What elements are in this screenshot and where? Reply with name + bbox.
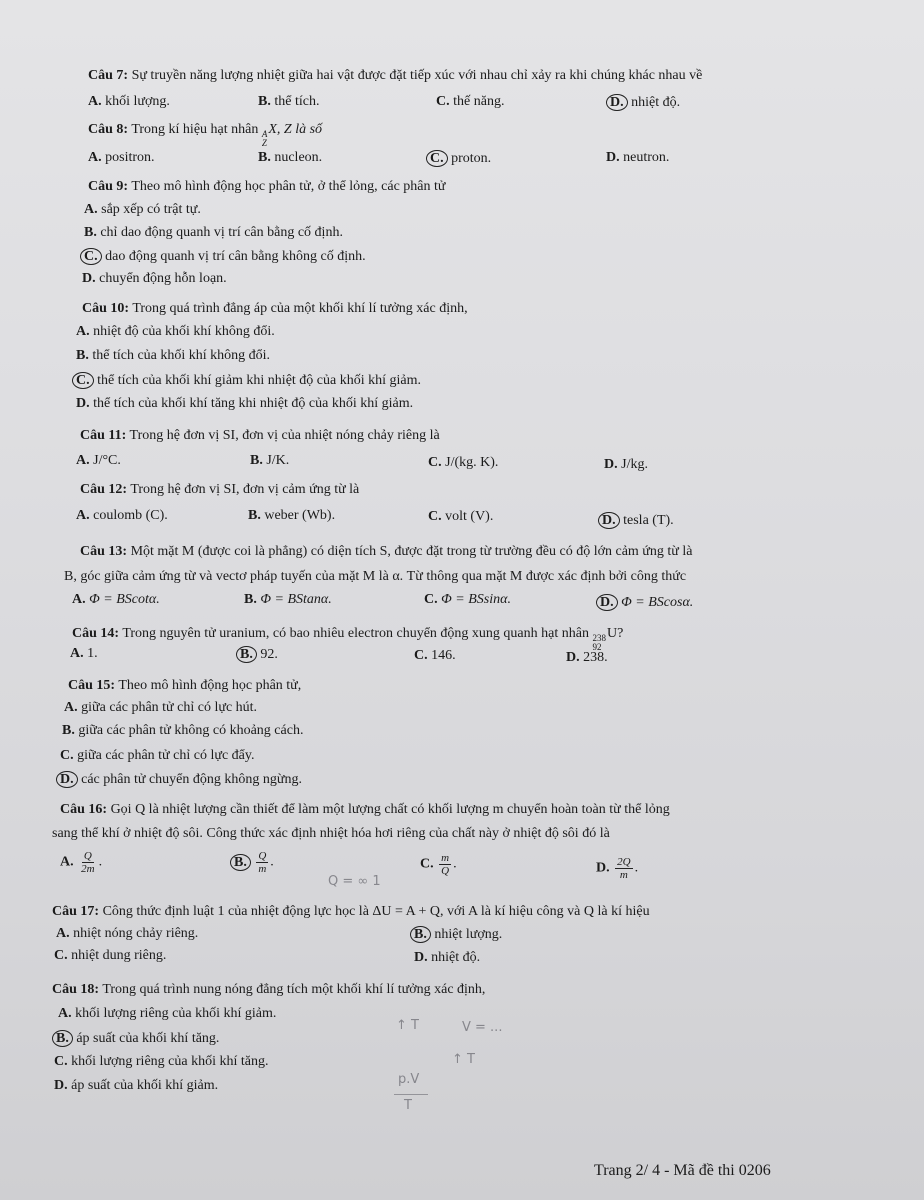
option-text: Φ = BScotα. <box>89 592 160 607</box>
option-text: nhiệt độ. <box>431 950 481 965</box>
option-text: chuyển động hỗn loạn. <box>99 271 227 286</box>
handwritten-fraction-bar <box>394 1094 428 1095</box>
question-label: Câu 17: <box>52 904 100 919</box>
question-text: B, góc giữa cảm ứng từ và vectơ pháp tuyến của mặt M là α. Từ thông qua mặt M được xác định bởi công thức <box>64 569 687 584</box>
q7-option-c[interactable] <box>436 94 504 110</box>
option-text: nhiệt dung riêng. <box>71 948 167 963</box>
circled-answer: C. <box>80 248 102 265</box>
circled-answer: D. <box>56 771 78 788</box>
fraction: $\frac{Q}{m}$ <box>258 850 267 875</box>
q10-option-a[interactable] <box>76 324 275 340</box>
nuclide-letter: U <box>606 626 618 641</box>
handwritten-note: p.V <box>398 1072 420 1087</box>
question-7 <box>88 68 702 84</box>
q11-option-b[interactable] <box>250 453 289 469</box>
option-text: khối lượng. <box>105 94 170 109</box>
question-15 <box>68 678 301 694</box>
option-letter: D. <box>596 860 610 876</box>
option-text: tesla (T). <box>623 513 674 528</box>
fraction: $\frac{Q}{2m}$ <box>81 850 95 875</box>
question-text: Theo mô hình động học phân tử, <box>118 678 302 693</box>
option-text: thế năng. <box>453 94 505 109</box>
option-letter: C. <box>54 1054 68 1069</box>
question-12 <box>80 482 359 498</box>
circled-answer: D. <box>598 512 620 529</box>
q12-option-a[interactable] <box>76 508 168 524</box>
option-text: giữa các phân tử không có khoảng cách. <box>78 723 304 738</box>
q10-option-b[interactable] <box>76 348 270 364</box>
option-letter: C. <box>54 948 68 963</box>
q18-option-d[interactable] <box>54 1078 218 1094</box>
option-letter: D. <box>82 271 96 286</box>
question-text: sang thể khí ở nhiệt độ sôi. Công thức xác định nhiệt hóa hơi riêng của chất này ở nhiệt độ sôi đó là <box>52 826 610 841</box>
option-letter: B. <box>258 150 271 165</box>
q12-option-c[interactable] <box>428 509 493 525</box>
q9-option-a[interactable] <box>84 202 201 218</box>
option-text: proton. <box>451 151 492 166</box>
q18-option-a[interactable] <box>58 1006 276 1022</box>
option-letter: A. <box>56 926 70 941</box>
option-text: volt (V). <box>445 509 494 524</box>
option-letter: A. <box>58 1006 72 1021</box>
circled-answer: D. <box>596 594 618 611</box>
q8-option-b[interactable] <box>258 150 322 166</box>
question-label: Câu 18: <box>52 982 100 997</box>
option-text: áp suất của khối khí giảm. <box>71 1078 219 1093</box>
question-14 <box>72 626 623 652</box>
option-letter: C. <box>424 592 438 607</box>
option-text: nhiệt độ. <box>631 95 681 110</box>
handwritten-note: ↑ T <box>452 1052 475 1067</box>
option-text: áp suất của khối khí tăng. <box>76 1031 220 1046</box>
option-letter: A. <box>76 508 90 523</box>
option-text: các phân tử chuyển động không ngừng. <box>81 772 302 787</box>
option-letter: A. <box>70 646 84 661</box>
q8-option-a[interactable] <box>88 150 155 166</box>
q18-option-b[interactable] <box>56 1030 219 1047</box>
question-label: Câu 8: <box>88 122 129 137</box>
q7-option-d[interactable] <box>610 94 680 111</box>
option-letter: B. <box>76 348 89 363</box>
nuclide-letter: X <box>268 122 277 137</box>
question-label: Câu 11: <box>80 428 127 443</box>
option-text: nhiệt nóng chảy riêng. <box>73 926 199 941</box>
question-label: Câu 7: <box>88 68 129 83</box>
option-letter: A. <box>60 854 74 870</box>
q9-option-b[interactable] <box>84 225 343 241</box>
option-text: nhiệt lượng. <box>434 927 503 942</box>
option-letter: C. <box>414 648 428 663</box>
question-text: Gọi Q là nhiệt lượng cần thiết để làm một lượng chất có khối lượng m chuyển hoàn toàn từ thể lỏng <box>110 802 670 817</box>
option-letter: B. <box>250 453 263 468</box>
option-letter: C. <box>436 94 450 109</box>
nuclide-symbol: 238 92 <box>592 633 606 652</box>
fraction: $\frac{m}{Q}$ <box>441 852 450 877</box>
question-10 <box>82 301 468 317</box>
question-text: Trong quá trình đẳng áp của một khối khí lí tưởng xác định, <box>132 301 468 316</box>
q13-option-b[interactable] <box>244 592 332 608</box>
option-letter: D. <box>606 150 620 165</box>
option-text: weber (Wb). <box>264 508 336 523</box>
circled-answer: B. <box>236 646 257 663</box>
question-label: Câu 14: <box>72 626 120 641</box>
question-text: Trong hệ đơn vị SI, đơn vị của nhiệt nóng chảy riêng là <box>129 428 440 443</box>
question-text: Một mặt M (được coi là phẳng) có diện tích S, được đặt trong từ trường đều có độ lớn cảm ứng từ là <box>130 544 693 559</box>
q15-option-a[interactable] <box>64 700 257 716</box>
option-letter: A. <box>76 453 90 468</box>
question-18 <box>52 982 485 998</box>
option-text: Φ = BStanα. <box>260 592 332 607</box>
option-text: thể tích của khối khí giảm khi nhiệt độ của khối khí giảm. <box>97 373 422 388</box>
option-text: 1. <box>87 646 98 661</box>
q12-option-b[interactable] <box>248 508 335 524</box>
option-letter: A. <box>84 202 98 217</box>
question-text-end: ? <box>617 626 624 641</box>
option-letter: B. <box>84 225 97 240</box>
q16-option-a[interactable]: A. $\frac{Q}{2m}$ . <box>60 850 103 875</box>
option-letter: D. <box>54 1078 68 1093</box>
q18-option-c[interactable] <box>54 1054 268 1070</box>
q10-option-c[interactable] <box>76 372 421 389</box>
q16-option-d[interactable]: D. $\frac{2Q}{m}$ . <box>596 856 639 881</box>
handwritten-note: Q = ∞ 1 <box>328 874 381 889</box>
q17-option-a[interactable] <box>56 926 198 942</box>
option-letter: D. <box>566 650 580 665</box>
page-footer: Trang 2/ 4 - Mã đề thi 0206 <box>594 1162 771 1179</box>
q10-option-d[interactable] <box>76 396 413 412</box>
option-text: nucleon. <box>274 150 323 165</box>
q16-option-b[interactable]: B. $\frac{Q}{m}$ . <box>234 850 274 875</box>
q14-option-b[interactable] <box>240 646 278 663</box>
option-letter: A. <box>88 94 102 109</box>
question-8 <box>88 122 322 148</box>
option-text: neutron. <box>623 150 670 165</box>
question-16 <box>60 802 670 818</box>
option-text: J/°C. <box>93 453 121 468</box>
q11-option-c[interactable] <box>428 455 498 471</box>
option-text: Φ = BScosα. <box>621 595 694 610</box>
handwritten-note: ↑ T <box>396 1018 419 1033</box>
q15-option-c[interactable] <box>60 748 254 764</box>
q14-option-d[interactable] <box>566 650 608 666</box>
question-text: Trong kí hiệu hạt nhân <box>131 122 259 137</box>
circled-answer: B. <box>230 854 251 871</box>
option-letter: B. <box>62 723 75 738</box>
question-text: Sự truyền năng lượng nhiệt giữa hai vật được đặt tiếp xúc với nhau chỉ xảy ra khi chúng khác nhau về <box>131 68 703 83</box>
question-17 <box>52 904 650 920</box>
option-text: nhiệt độ của khối khí không đổi. <box>93 324 275 339</box>
option-letter: D. <box>76 396 90 411</box>
option-text: J/K. <box>266 453 290 468</box>
option-text: thể tích. <box>274 94 320 109</box>
option-letter: D. <box>414 950 428 965</box>
option-letter: C. <box>428 455 442 470</box>
q17-option-b[interactable] <box>414 926 502 943</box>
option-text: chỉ dao động quanh vị trí cân bằng cố định. <box>100 225 343 240</box>
option-text: khối lượng riêng của khối khí giảm. <box>75 1006 277 1021</box>
option-text: Φ = BSsinα. <box>441 592 511 607</box>
option-letter: A. <box>76 324 90 339</box>
option-letter: A. <box>88 150 102 165</box>
fraction: $\frac{2Q}{m}$ <box>617 856 631 881</box>
option-text: 238. <box>583 650 608 665</box>
option-letter: A. <box>72 592 86 607</box>
question-text: Công thức định luật 1 của nhiệt động lực học là ΔU = A + Q, với A là kí hiệu công và Q là kí hiệu <box>102 904 650 919</box>
option-letter: B. <box>258 94 271 109</box>
q8-option-d[interactable] <box>606 150 669 166</box>
handwritten-note: V = ... <box>462 1020 503 1035</box>
q14-option-a[interactable] <box>70 646 98 662</box>
option-text: dao động quanh vị trí cân bằng không cố định. <box>105 249 366 264</box>
question-text: Trong nguyên tử uranium, có bao nhiêu electron chuyển động xung quanh hạt nhân <box>122 626 589 641</box>
q9-option-c[interactable] <box>84 248 366 265</box>
q9-option-d[interactable] <box>82 271 227 287</box>
question-11 <box>80 428 440 444</box>
option-letter: B. <box>244 592 257 607</box>
option-letter: D. <box>604 457 618 472</box>
question-13 <box>80 544 692 560</box>
option-text: giữa các phân tử chỉ có lực hút. <box>81 700 258 715</box>
option-letter: C. <box>420 856 434 872</box>
question-13-line-2 <box>64 569 686 585</box>
question-label: Câu 16: <box>60 802 108 817</box>
option-text: 146. <box>431 648 456 663</box>
option-text: khối lượng riêng của khối khí tăng. <box>71 1054 269 1069</box>
q11-option-a[interactable] <box>76 453 121 469</box>
circled-answer: B. <box>410 926 431 943</box>
nuclide-symbol: A Z <box>261 129 268 148</box>
option-text: J/(kg. K). <box>445 455 499 470</box>
q12-option-d[interactable] <box>602 512 674 529</box>
circled-answer: C. <box>72 372 94 389</box>
question-text: Theo mô hình động học phân tử, ở thể lỏng, các phân tử <box>131 179 446 194</box>
option-text: sắp xếp có trật tự. <box>101 202 201 217</box>
q11-option-d[interactable] <box>604 457 648 473</box>
q13-option-a[interactable] <box>72 592 160 608</box>
option-text: 92. <box>260 647 278 662</box>
q15-option-b[interactable] <box>62 723 303 739</box>
question-16-line-2 <box>52 826 610 842</box>
question-label: Câu 10: <box>82 301 130 316</box>
option-text: coulomb (C). <box>93 508 168 523</box>
question-text: Trong quá trình nung nóng đẳng tích một khối khí lí tưởng xác định, <box>102 982 486 997</box>
circled-answer: B. <box>52 1030 73 1047</box>
option-letter: B. <box>248 508 261 523</box>
circled-answer: C. <box>426 150 448 167</box>
q15-option-d[interactable] <box>60 771 302 788</box>
question-label: Câu 12: <box>80 482 128 497</box>
q16-option-c[interactable]: C. $\frac{m}{Q}$ . <box>420 852 457 877</box>
question-9 <box>88 179 446 195</box>
question-text: Trong hệ đơn vị SI, đơn vị cảm ứng từ là <box>130 482 360 497</box>
option-text: J/kg. <box>621 457 648 472</box>
circled-answer: D. <box>606 94 628 111</box>
question-label: Câu 15: <box>68 678 116 693</box>
q17-option-d[interactable] <box>414 950 480 966</box>
q14-option-c[interactable] <box>414 648 456 664</box>
q7-option-a[interactable] <box>88 94 170 110</box>
option-text: giữa các phân tử chỉ có lực đẩy. <box>77 748 255 763</box>
q8-option-c[interactable] <box>430 150 491 167</box>
option-text: thể tích của khối khí tăng khi nhiệt độ của khối khí giảm. <box>93 396 414 411</box>
handwritten-note: T <box>404 1098 412 1113</box>
q13-option-c[interactable] <box>424 592 511 608</box>
q7-option-b[interactable] <box>258 94 319 110</box>
question-label: Câu 13: <box>80 544 128 559</box>
option-letter: A. <box>64 700 78 715</box>
option-text: thể tích của khối khí không đổi. <box>92 348 271 363</box>
question-label: Câu 9: <box>88 179 129 194</box>
option-text: positron. <box>105 150 155 165</box>
question-text-end: , Z là số <box>276 122 323 137</box>
option-letter: C. <box>60 748 74 763</box>
q13-option-d[interactable] <box>600 594 693 611</box>
q17-option-c[interactable] <box>54 948 166 964</box>
option-letter: C. <box>428 509 442 524</box>
